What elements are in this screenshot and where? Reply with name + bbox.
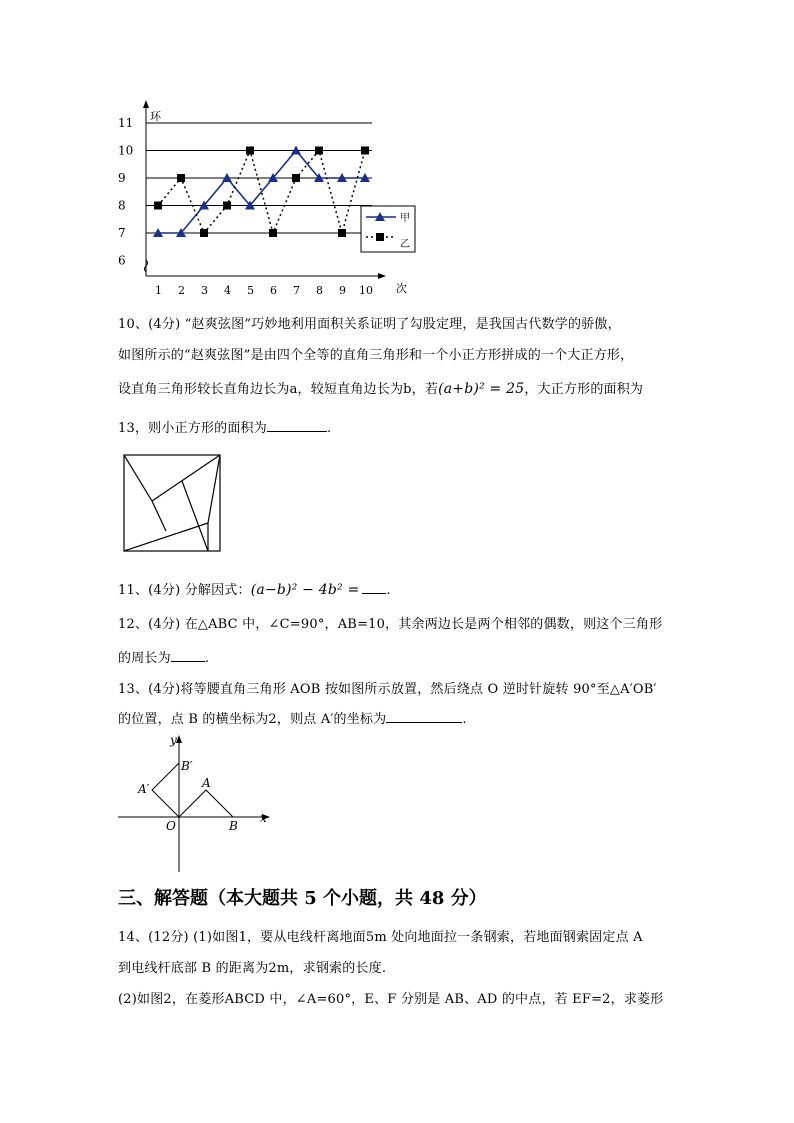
point-乙-9	[338, 229, 346, 237]
point-乙-2	[177, 174, 185, 182]
q12-line2-text: 的周长为	[118, 651, 171, 666]
q10-line1: 10、(4分) “赵爽弦图”巧妙地利用面积关系证明了勾股定理，是我国古代数学的骄傲，	[118, 317, 621, 332]
q12-line2	[118, 647, 209, 666]
inner-line-4	[182, 481, 208, 551]
x-tick-label-1: 1	[155, 284, 162, 297]
x-tick-label-9: 9	[339, 284, 346, 297]
chart-layer	[118, 100, 415, 297]
q13-line2-text: 的位置，点 B 的横坐标为2，则点 A′的坐标为	[118, 712, 387, 727]
point-乙-3	[200, 229, 208, 237]
q12-line1: 12、(4分) 在△ABC 中，∠C=90°，AB=10，其余两边长是两个相邻的偶数，则这个三角形	[118, 617, 663, 632]
x-tick-label-8: 8	[316, 284, 323, 297]
q10-line4-text-a: 13，则小正方形的面积为	[118, 421, 267, 436]
y-tick-label-7: 7	[118, 226, 126, 240]
inner-line-2	[152, 455, 220, 501]
x-tick-label-6: 6	[270, 284, 277, 297]
y-tick-label-6: 6	[118, 253, 126, 268]
x-tick-label-2: 2	[178, 284, 185, 297]
origin-label: O	[166, 819, 176, 833]
zhao-shuang-figure	[122, 453, 224, 553]
point-乙-6	[269, 229, 277, 237]
rotation-figure	[116, 730, 276, 875]
q11-text: 11、(4分) 分解因式：	[118, 583, 251, 598]
q14-line1: 14、(12分) (1)如图1，要从电线杆离地面5m 处向地面拉一条钢索，若地面钢索固定点 A	[118, 930, 643, 945]
point-Bprime-label: B′	[181, 759, 193, 773]
q11-formula: (a−b)² − 4b² =	[250, 582, 360, 598]
inner-line-7	[152, 501, 166, 531]
y-label: y	[170, 733, 177, 747]
x-label: x	[260, 811, 267, 825]
point-B-label: B	[229, 819, 238, 833]
q13-line2	[118, 708, 467, 727]
section3-title: 三、解答题（本大题共 5 个小题，共 48 分）	[118, 888, 487, 909]
q10-line2: 如图所示的“赵爽弦图”是由四个全等的直角三角形和一个小正方形拼成的一个大正方形，	[118, 348, 634, 363]
q12-answer-blank[interactable]	[171, 649, 205, 662]
q10-line3	[118, 378, 643, 397]
q14-line2: 到电线杆底部 B 的距离为2m，求钢索的长度.	[118, 961, 387, 976]
q11-answer-blank[interactable]	[362, 581, 386, 594]
point-乙-7	[292, 174, 300, 182]
y-axis-arrow	[143, 100, 149, 108]
q11-suffix: .	[386, 583, 391, 598]
shooting-score-chart	[110, 98, 430, 300]
y-tick-label-10: 10	[118, 143, 134, 158]
x-tick-label-3: 3	[201, 284, 208, 297]
q10-answer-blank[interactable]	[267, 419, 327, 432]
point-乙-1	[154, 202, 162, 210]
x-tick-label-10: 10	[359, 284, 373, 297]
x-axis-arrow	[378, 273, 386, 279]
y-tick-label-8: 8	[118, 198, 126, 213]
point-Aprime-label: A′	[138, 782, 150, 796]
q13-line2-suffix: .	[462, 712, 467, 727]
y-tick-label-11: 11	[118, 116, 134, 130]
inner-line-1	[124, 455, 152, 501]
q13-line1: 13、(4分)将等腰直角三角形 AOB 按如图所示放置，然后绕点 O 逆时针旋转 90°至△A′OB′	[118, 682, 657, 697]
q11-line	[118, 579, 391, 598]
y-axis-label: 环	[150, 110, 161, 123]
triangle-AOB	[179, 790, 233, 817]
point-A-label: A	[202, 776, 211, 790]
legend-label-乙: 乙	[400, 239, 410, 250]
triangle-AprimeOBprime	[152, 763, 179, 817]
x-tick-label-4: 4	[224, 284, 231, 297]
point-乙-10	[361, 147, 369, 155]
q10-line4-text-b: .	[326, 421, 332, 436]
series-line-甲	[158, 151, 365, 234]
point-乙-4	[223, 202, 231, 210]
point-乙-8	[315, 147, 323, 155]
point-乙-5	[246, 147, 254, 155]
y-axis-arrow	[176, 735, 182, 743]
x-tick-label-7: 7	[293, 284, 300, 297]
q12-line2-suffix: .	[204, 651, 210, 666]
q13-answer-blank[interactable]	[386, 710, 462, 723]
legend-marker-乙	[376, 233, 384, 241]
q10-line4	[118, 417, 331, 436]
inner-line-5	[124, 523, 208, 551]
x-axis-label: 次	[396, 282, 407, 295]
q10-line3-text-b: ，大正方形的面积为	[524, 382, 644, 397]
q14-line3: (2)如图2，在菱形ABCD 中，∠A=60°，E、F 分别是 AB、AD 的中点，若 EF=2，求菱形	[118, 992, 664, 1007]
x-tick-label-5: 5	[247, 284, 254, 297]
q10-line3-text-a: 设直角三角形较长直角边长为a，较短直角边长为b，若	[118, 382, 439, 397]
inner-line-3	[208, 455, 220, 523]
large-square	[124, 455, 220, 551]
legend-label-甲: 甲	[400, 213, 410, 224]
q10-formula: (a+b)² = 25	[438, 381, 525, 397]
y-tick-label-9: 9	[118, 171, 126, 185]
